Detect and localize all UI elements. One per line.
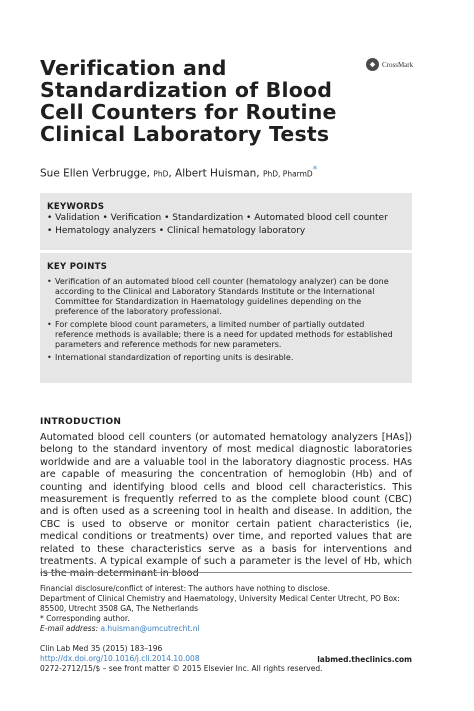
corresponding-author-link[interactable]: * [312, 165, 318, 175]
author-degree: PhD, PharmD [262, 169, 313, 179]
key-point-item: • Verification of an automated blood cell counter (hematology analyzer) can be done according to the Clinical and Laboratory Standards Institute or the International Committee for Standardization in Haematology guidelines depending on the preference of the laboratory professional. [47, 277, 398, 317]
author-name: Sue Ellen Verbrugge, [40, 167, 154, 180]
doi-link[interactable]: http://dx.doi.org/10.1016/j.cll.2014.10.008 [40, 654, 200, 663]
copyright-line: 0272-2712/15/$ – see front matter © 2015 Elsevier Inc. All rights reserved. [40, 664, 323, 673]
crossmark-label: CrossMark [382, 60, 414, 69]
key-point-item: • International standardization of reporting units is desirable. [47, 353, 398, 363]
key-points-box [40, 253, 412, 383]
keywords-line: • Hematology analyzers • Clinical hematology laboratory [47, 226, 306, 236]
keywords-heading: KEYWORDS [47, 202, 105, 212]
author-separator: , [168, 167, 176, 180]
footnotes [40, 584, 412, 634]
email-link[interactable]: a.huisman@umcutrecht.nl [100, 624, 200, 633]
author-line [40, 165, 317, 180]
author-name: Albert Huisman, [175, 167, 263, 180]
keywords-line: • Validation • Verification • Standardization • Automated blood cell counter [47, 213, 388, 223]
introduction-paragraph: Automated blood cell counters (or automated hematology analyzers [HAs]) belong to the standard inventory of most medical diagnostic laboratories worldwide and are a valuable tool in the laboratory diagnostic process. HAs are capable of measuring the concentration of hemoglobin (Hb) and of counting and identifying blood cells and blood cell characteristics. This measurement is frequently referred to as the complete blood count (CBC) and is often used as a screening tool in health and disease. In addition, the CBC is used to observe or monitor certain patient characteristics (ie, medical conditions or treatments) over time, and reported values that are related to these characteristics serve as a basis for interventions and treatments. A typical example of such a parameter is the level of Hb, which is the main determinant in blood [40, 432, 412, 580]
journal-site[interactable]: labmed.theclinics.com [317, 655, 412, 664]
corresponding-note: * Corresponding author. [40, 614, 130, 623]
citation: Clin Lab Med 35 (2015) 183–196 [40, 644, 163, 653]
journal-info [40, 644, 412, 674]
email-line [40, 624, 412, 634]
email-label: E-mail address: [40, 624, 101, 633]
crossmark-badge[interactable] [366, 58, 413, 71]
crossmark-icon [366, 58, 379, 71]
article-title: Verification and Standardization of Blood Cell Counters for Routine Clinical Laboratory Tests [40, 56, 337, 146]
key-points-heading: KEY POINTS [47, 262, 108, 272]
affiliation-note: Department of Clinical Chemistry and Haematology, University Medical Center Utrecht, PO Box: 85500, Utrecht 3508 GA, The Netherlands [40, 594, 400, 613]
footnote-divider [40, 572, 412, 573]
key-points-list [40, 277, 412, 363]
author-degree: PhD [153, 169, 169, 179]
keywords-box [40, 193, 412, 250]
introduction-heading: INTRODUCTION [40, 417, 122, 427]
key-point-item: • For complete blood count parameters, a limited number of partially outdated reference methods is available; there is a need for updated methods for established parameters and reference methods for new parameters. [47, 320, 398, 350]
disclosure-note: Financial disclosure/conflict of interest: The authors have nothing to disclose. [40, 584, 331, 593]
